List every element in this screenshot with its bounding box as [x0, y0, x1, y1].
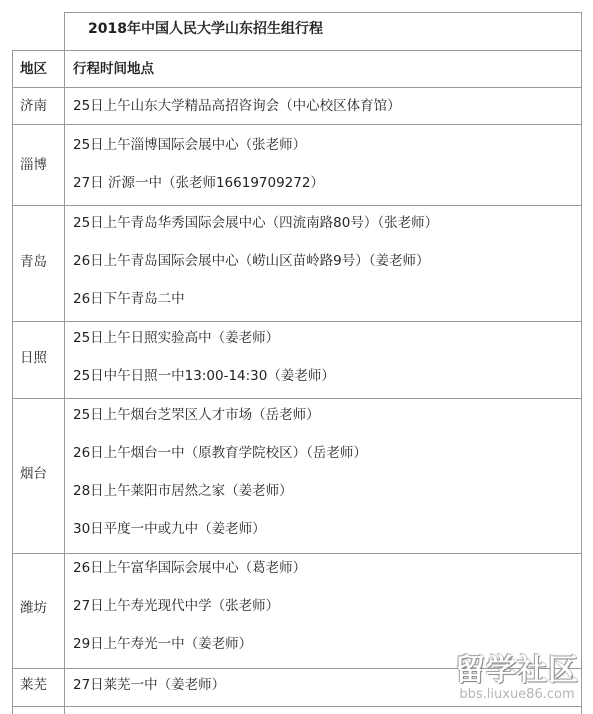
- region-cell: 烟台: [20, 466, 47, 482]
- region-cell: 济南: [20, 98, 47, 114]
- watermark: [455, 645, 579, 702]
- schedule-item: 30日平度一中或九中（姜老师）: [73, 521, 266, 537]
- schedule-item: 26日上午烟台一中（原教育学院校区）（岳老师）: [73, 445, 367, 461]
- schedule-item: 26日下午青岛二中: [73, 291, 185, 307]
- row-divider: [12, 205, 582, 206]
- region-cell: 日照: [20, 350, 47, 366]
- region-cell: 青岛: [20, 254, 47, 270]
- table-border: [12, 50, 13, 714]
- header-region: 地区: [20, 61, 47, 77]
- table-title: 2018年中国人民大学山东招生组行程: [88, 21, 323, 37]
- schedule-item: 27日 沂源一中（张老师16619709272）: [73, 175, 324, 191]
- schedule-item: 25日中午日照一中13:00-14:30（姜老师）: [73, 368, 335, 384]
- watermark-logo: [455, 645, 579, 689]
- schedule-item: 26日上午富华国际会展中心（葛老师）: [73, 560, 307, 576]
- watermark-url: bbs.liuxue86.com: [459, 687, 575, 702]
- row-divider: [12, 398, 582, 399]
- schedule-item: 29日上午寿光一中（姜老师）: [73, 636, 253, 652]
- schedule-item: 25日上午淄博国际会展中心（张老师）: [73, 137, 307, 153]
- table-border: [64, 12, 65, 714]
- table-border: [64, 12, 582, 13]
- row-divider: [12, 553, 582, 554]
- schedule-item: 25日上午山东大学精品高招咨询会（中心校区体育馆）: [73, 98, 401, 114]
- watermark-logo-text: 留学社区: [455, 653, 579, 688]
- region-cell: 莱芜: [20, 677, 47, 693]
- region-cell: 潍坊: [20, 600, 47, 616]
- row-divider: [12, 87, 582, 88]
- row-divider: [12, 706, 582, 707]
- row-divider: [12, 124, 582, 125]
- schedule-item: 27日莱芜一中（姜老师）: [73, 677, 226, 693]
- table-border: [12, 50, 582, 51]
- schedule-item: 25日上午日照实验高中（姜老师）: [73, 330, 280, 346]
- schedule-item: 26日上午青岛国际会展中心（崂山区苗岭路9号）（姜老师）: [73, 253, 430, 269]
- schedule-item: 27日上午寿光现代中学（张老师）: [73, 598, 280, 614]
- table-border: [581, 12, 582, 714]
- header-schedule: 行程时间地点: [73, 61, 154, 77]
- row-divider: [12, 321, 582, 322]
- schedule-item: 25日上午烟台芝罘区人才市场（岳老师）: [73, 407, 320, 423]
- schedule-item: 25日上午青岛华秀国际会展中心（四流南路80号）（张老师）: [73, 215, 439, 231]
- schedule-item: 28日上午莱阳市居然之家（姜老师）: [73, 483, 293, 499]
- region-cell: 淄博: [20, 157, 47, 173]
